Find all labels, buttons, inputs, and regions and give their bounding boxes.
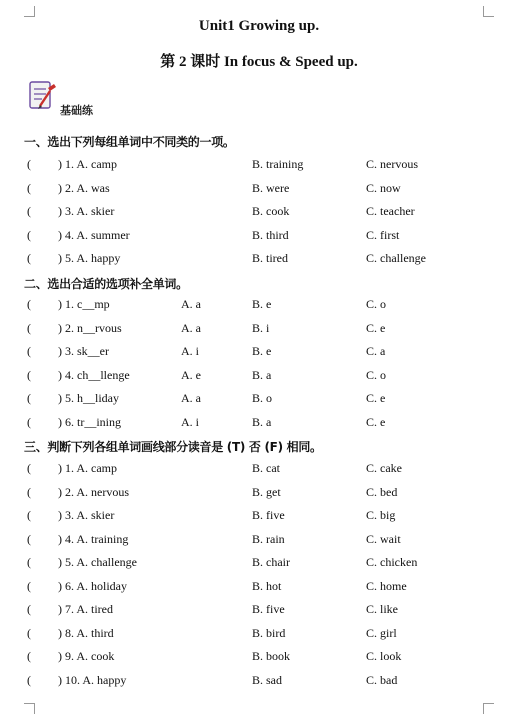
- question-stem: ) 1. A. camp: [58, 461, 117, 475]
- answer-paren: (: [27, 414, 31, 429]
- question-stem: ) 3. A. skier: [58, 204, 115, 218]
- question-row: [0, 368, 518, 386]
- option-b: B. were: [252, 180, 290, 195]
- question-row: [0, 415, 518, 433]
- option-c: C. challenge: [366, 251, 426, 265]
- question-row: [0, 321, 518, 339]
- answer-paren: (: [27, 672, 31, 687]
- question-row: [0, 649, 518, 667]
- option-b: B. i: [252, 320, 270, 335]
- section-badge-label: 基础练: [60, 104, 93, 117]
- option-b: B. a: [252, 414, 272, 429]
- question-stem: ) 7. A. tired: [58, 602, 113, 616]
- option-b: B. third: [252, 227, 289, 242]
- question-row: [0, 508, 518, 526]
- question-row: [0, 344, 518, 362]
- option-b: B. sad: [252, 672, 282, 687]
- option-c: C. bed: [366, 484, 398, 499]
- question-stem: ) 2. A. was: [58, 180, 110, 195]
- question-row: [0, 251, 518, 269]
- question-stem: ) 1. c__mp: [58, 297, 110, 311]
- question-row: [0, 391, 518, 409]
- question-row: [0, 579, 518, 597]
- answer-paren: (: [27, 204, 31, 218]
- option-a: A. a: [181, 391, 201, 405]
- option-a: A. i: [181, 344, 199, 358]
- question-stem: ) 2. A. nervous: [58, 484, 129, 499]
- option-b: B. book: [252, 649, 291, 663]
- answer-paren: (: [27, 157, 31, 171]
- answer-paren: (: [27, 625, 31, 640]
- option-c: C. look: [366, 649, 402, 663]
- option-c: C. like: [366, 602, 398, 616]
- section-1-heading: 一、选出下列每组单词中不同类的一项。: [24, 135, 235, 149]
- option-b: B. e: [252, 344, 272, 358]
- question-row: [0, 157, 518, 175]
- answer-paren: (: [27, 649, 31, 663]
- option-a: A. a: [181, 320, 201, 335]
- option-b: B. five: [252, 508, 285, 522]
- option-b: B. tired: [252, 251, 288, 265]
- crop-mark-top-right: [483, 6, 494, 17]
- option-c: C. a: [366, 344, 386, 358]
- option-c: C. bad: [366, 672, 398, 687]
- question-stem: ) 3. A. skier: [58, 508, 115, 522]
- option-c: C. big: [366, 508, 396, 522]
- answer-paren: (: [27, 297, 31, 311]
- page-title: Unit1 Growing up.: [198, 18, 320, 34]
- option-b: B. training: [252, 157, 304, 171]
- answer-paren: (: [27, 578, 31, 593]
- question-row: [0, 228, 518, 246]
- option-c: C. wait: [366, 531, 401, 546]
- option-b: B. five: [252, 602, 285, 616]
- question-stem: ) 8. A. third: [58, 625, 114, 640]
- section-2-heading: 二、选出合适的选项补全单词。: [24, 277, 188, 291]
- option-c: C. now: [366, 180, 401, 195]
- question-stem: ) 6. tr__ining: [58, 414, 121, 429]
- option-c: C. chicken: [366, 555, 418, 569]
- question-stem: ) 4. A. summer: [58, 227, 130, 242]
- answer-paren: (: [27, 391, 31, 405]
- question-row: [0, 602, 518, 620]
- question-row: [0, 673, 518, 691]
- answer-paren: (: [27, 344, 31, 358]
- option-a: A. a: [181, 297, 201, 311]
- option-b: B. o: [252, 391, 273, 405]
- option-b: B. get: [252, 484, 281, 499]
- answer-paren: (: [27, 484, 31, 499]
- option-b: B. cook: [252, 204, 290, 218]
- question-stem: ) 4. ch__llenge: [58, 367, 130, 382]
- option-c: C. e: [366, 391, 386, 405]
- option-b: B. e: [252, 297, 272, 311]
- lesson-subtitle: 第 2 课时 In focus & Speed up.: [160, 54, 358, 70]
- question-stem: ) 5. A. challenge: [58, 555, 137, 569]
- answer-paren: (: [27, 602, 31, 616]
- question-row: [0, 461, 518, 479]
- option-b: B. chair: [252, 555, 290, 569]
- question-stem: ) 9. A. cook: [58, 649, 115, 663]
- crop-mark-bottom-right: [483, 703, 494, 714]
- option-a: A. i: [181, 414, 199, 429]
- answer-paren: (: [27, 320, 31, 335]
- option-c: C. girl: [366, 625, 397, 640]
- question-stem: ) 5. A. happy: [58, 251, 121, 265]
- answer-paren: (: [27, 251, 31, 265]
- question-row: [0, 297, 518, 315]
- option-c: C. cake: [366, 461, 402, 475]
- question-stem: ) 1. A. camp: [58, 157, 117, 171]
- option-c: C. o: [366, 367, 387, 382]
- question-stem: ) 6. A. holiday: [58, 578, 127, 593]
- question-stem: ) 4. A. training: [58, 531, 129, 546]
- answer-paren: (: [27, 180, 31, 195]
- option-c: C. first: [366, 227, 400, 242]
- question-row: [0, 626, 518, 644]
- option-c: C. teacher: [366, 204, 415, 218]
- option-c: C. e: [366, 320, 386, 335]
- option-b: B. a: [252, 367, 272, 382]
- answer-paren: (: [27, 461, 31, 475]
- question-stem: ) 5. h__liday: [58, 391, 119, 405]
- question-stem: ) 10. A. happy: [58, 672, 127, 687]
- question-stem: ) 2. n__rvous: [58, 320, 122, 335]
- answer-paren: (: [27, 508, 31, 522]
- section-3-heading: 三、判断下列各组单词画线部分读音是 (T) 否 (F) 相同。: [24, 440, 322, 454]
- option-c: C. e: [366, 414, 386, 429]
- answer-paren: (: [27, 227, 31, 242]
- answer-paren: (: [27, 531, 31, 546]
- question-stem: ) 3. sk__er: [58, 344, 109, 358]
- option-b: B. hot: [252, 578, 282, 593]
- answer-paren: (: [27, 555, 31, 569]
- crop-mark-top-left: [24, 6, 35, 17]
- answer-paren: (: [27, 367, 31, 382]
- question-row: [0, 555, 518, 573]
- question-row: [0, 485, 518, 503]
- question-row: [0, 204, 518, 222]
- option-c: C. home: [366, 578, 407, 593]
- option-c: C. nervous: [366, 157, 418, 171]
- option-b: B. bird: [252, 625, 286, 640]
- crop-mark-bottom-left: [24, 703, 35, 714]
- option-a: A. e: [181, 367, 201, 382]
- question-row: [0, 181, 518, 199]
- option-c: C. o: [366, 297, 387, 311]
- question-row: [0, 532, 518, 550]
- option-b: B. cat: [252, 461, 280, 475]
- option-b: B. rain: [252, 531, 285, 546]
